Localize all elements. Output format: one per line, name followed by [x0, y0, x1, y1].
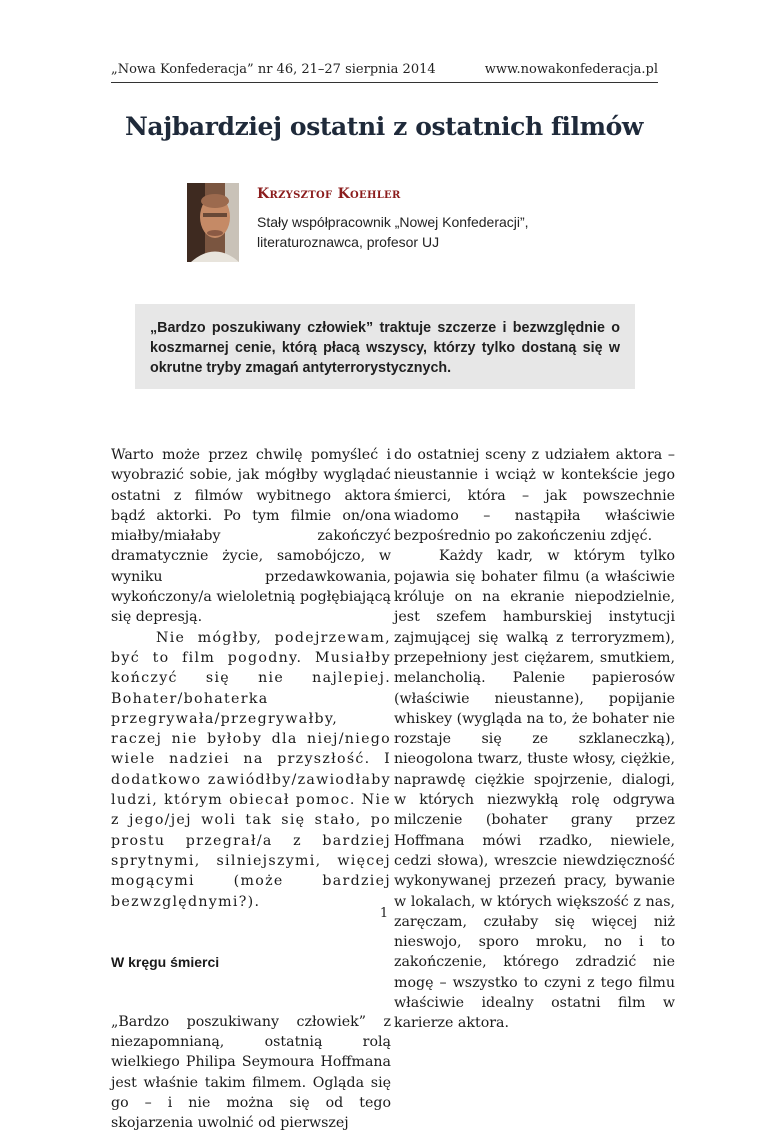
author-photo: [187, 183, 239, 262]
paragraph: do ostatniej sceny z udziałem aktora – nieustannie i wciąż w kontekście jego śmierci, która – jak powszechnie wiadomo – nastąpiła właściwie bezpośrednio po zakończeniu zdjęć.: [394, 447, 675, 545]
lead-box: [135, 304, 635, 389]
running-header-issue: „Nowa Konfederacja” nr 46, 21–27 sierpnia 2014: [111, 62, 436, 77]
header-rule: [111, 82, 658, 83]
author-description: Stały współpracownik „Nowej Konfederacji”, literaturoznawca, profesor UJ: [257, 214, 529, 250]
lead-paragraph: „Bardzo poszukiwany człowiek” traktuje szczerze i bezwzględnie o koszmarnej cenie, którą płacą wszyscy, którzy tylko dostaną się w okrutne tryby zmagań antyterrorystycznych.: [150, 320, 620, 376]
author-name: Krzysztof Koehler: [257, 186, 401, 202]
page-number: 1: [379, 906, 389, 921]
section-heading: W kręgu śmierci: [111, 953, 220, 970]
article-title: Najbardziej ostatni z ostatnich filmów: [124, 112, 644, 141]
paragraph: „Bardzo poszukiwany człowiek” z niezapomnianą, ostatnią rolą wielkiego Philipa Seymoura Hoffmana jest właśnie takim filmem. Ogląda się go – i nie można się od tego skojarzenia uwolnić od pierwszej: [111, 1013, 391, 1132]
paragraph: Warto może przez chwilę pomyśleć i wyobrazić sobie, jak mógłby wyglądać ostatni z filmów wybitnego aktora bądź aktorki. Po tym filmie on/ona miałby/miałaby zakończyć dramatycznie życie, samobójczo, w wyniku przedawkowania, wykończony/a wieloletnią pogłębiającą się depresją.: [111, 447, 391, 626]
paragraph: Nie mógłby, podejrzewam, być to film pogodny. Musiałby kończyć się nie najlepiej. Bohater/bohaterka przegrywała/przegrywałby, raczej nie byłoby dla niej/niego wiele nadziei na przyszłość. I dodatkowo zawiódłby/zawiodłaby ludzi, którym obiecał pomoc. Nie z jego/jej woli tak się stało, po prostu przegrał/a z bardziej sprytnymi, silniejszymi, więcej mogącymi (może bardziej bezwzględnymi?).: [111, 629, 391, 910]
text-column-left: [111, 445, 391, 1134]
text-column-right: [394, 445, 675, 1034]
paragraph: Każdy kadr, w którym tylko pojawia się bohater filmu (a właściwie króluje on na ekranie niepodzielnie, jest szefem hamburskiej instytucji zajmującej się walką z terroryzmem), przepełniony jest ciężarem, smutkiem, melancholią. Palenie papierosów (właściwie nieustanne), popijanie whiskey (wygląda na to, że bohater nie rozstaje się ze szklaneczką), nieogolona twarz, tłuste włosy, ciężkie, naprawdę ciężkie spojrzenie, dialogi, w których niezwykłą rolę odgrywa milczenie (bohater grany przez Hoffmana mówi rzadko, niewiele, cedzi słowa), wreszcie niewdzięczność wykonywanej przezeń pracy, bywanie w lokalach, w których większość z nas, zaręczam, czułaby się więcej niż nieswojo, sporo mroku, no i to zakończenie, którego zdradzić nie mogę – wszystko to czyni z tego filmu właściwie idealny ostatni film w karierze aktora.: [394, 548, 675, 1032]
running-header-url: www.nowakonfederacja.pl: [484, 62, 658, 77]
